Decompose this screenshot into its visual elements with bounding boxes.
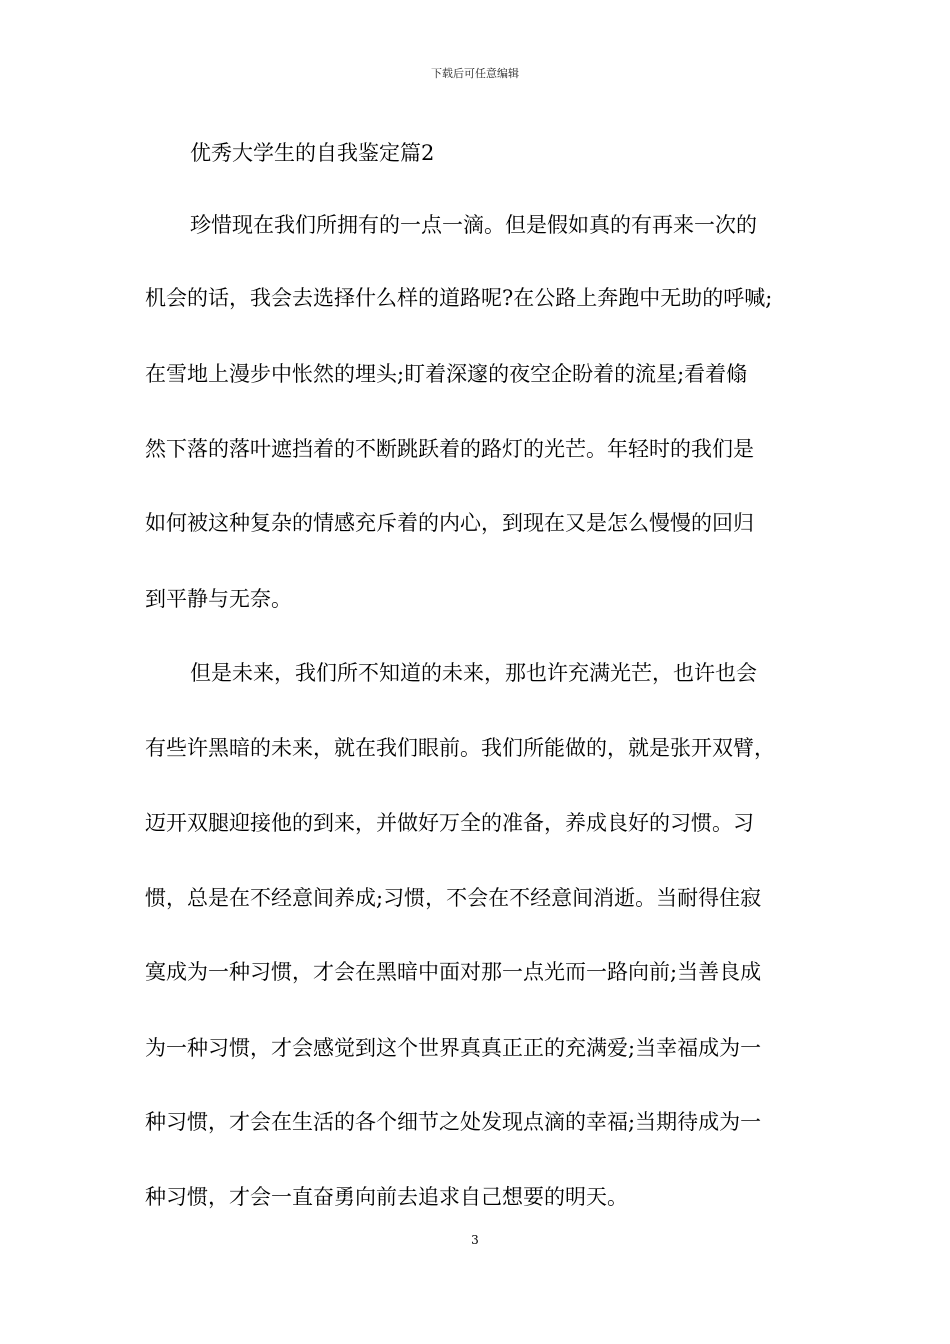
paragraph-1-line-1: 珍惜现在我们所拥有的一点一滴。但是假如真的有再来一次的 xyxy=(190,213,757,237)
paragraph-1-line-6: 到平静与无奈。 xyxy=(145,587,292,611)
page-header: 下载后可任意编辑 xyxy=(431,67,519,80)
page-number: 3 xyxy=(471,1233,479,1247)
paragraph-1-line-4: 然下落的落叶遮挡着的不断跳跃着的路灯的光芒。年轻时的我们是 xyxy=(145,437,754,461)
paragraph-2-line-1: 但是未来，我们所不知道的未来，那也许充满光芒，也许也会 xyxy=(190,661,757,685)
paragraph-1-line-2: 机会的话，我会去选择什么样的道路呢?在公路上奔跑中无助的呼喊; xyxy=(145,286,773,310)
paragraph-1-line-3: 在雪地上漫步中怅然的埋头;盯着深邃的夜空企盼着的流星;看着翛 xyxy=(145,362,748,386)
paragraph-2-line-3: 迈开双腿迎接他的到来，并做好万全的准备，养成良好的习惯。习 xyxy=(145,811,754,835)
paragraph-2-line-2: 有些许黑暗的未来，就在我们眼前。我们所能做的，就是张开双臂， xyxy=(145,736,775,760)
paragraph-2-line-8: 种习惯，才会一直奋勇向前去追求自己想要的明天。 xyxy=(145,1185,628,1209)
paragraph-2-line-7: 种习惯，才会在生活的各个细节之处发现点滴的幸福;当期待成为一 xyxy=(145,1110,762,1134)
paragraph-1-line-5: 如何被这种复杂的情感充斥着的内心，到现在又是怎么慢慢的回归 xyxy=(145,511,754,535)
paragraph-2-line-4: 惯，总是在不经意间养成;习惯，不会在不经意间消逝。当耐得住寂 xyxy=(145,886,762,910)
paragraph-2-line-6: 为一种习惯，才会感觉到这个世界真真正正的充满爱;当幸福成为一 xyxy=(145,1036,762,1060)
document-heading: 优秀大学生的自我鉴定篇2 xyxy=(190,141,435,165)
paragraph-2-line-5: 寞成为一种习惯，才会在黑暗中面对那一点光而一路向前;当善良成 xyxy=(145,960,762,984)
